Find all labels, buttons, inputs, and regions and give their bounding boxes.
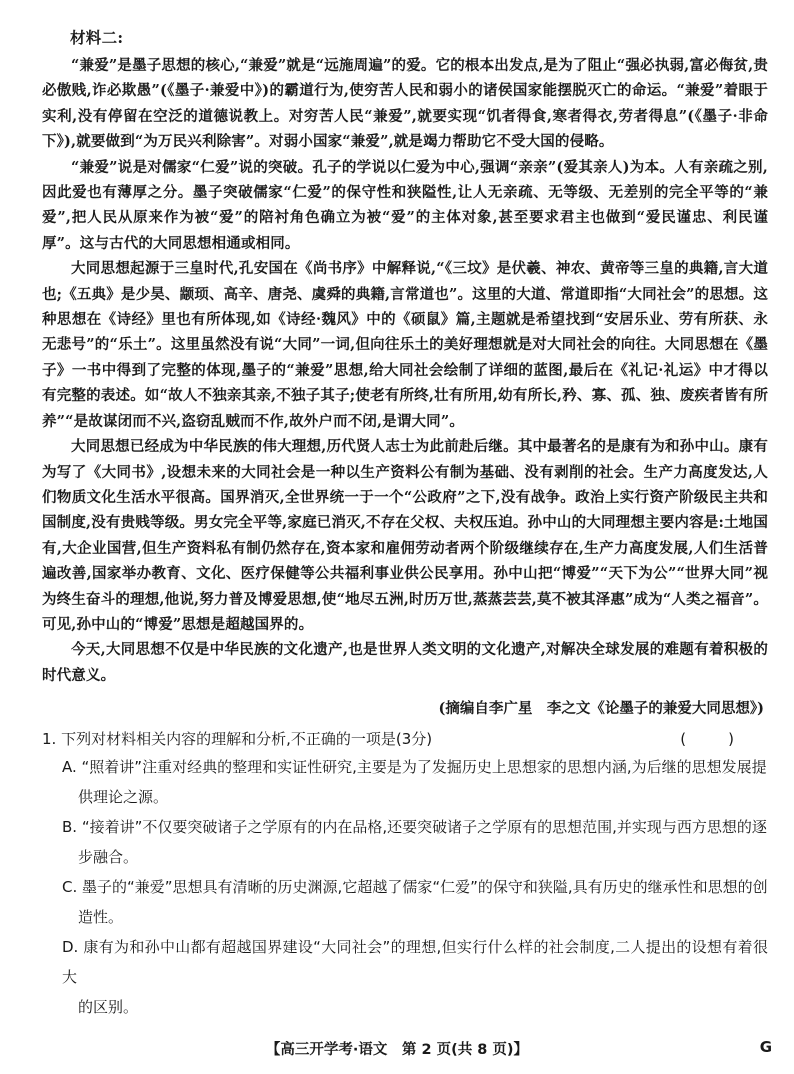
- option-d: [42, 932, 768, 1022]
- option-d-line2: 的区别。: [78, 998, 139, 1017]
- question-stem: [42, 726, 768, 752]
- material-paragraph-3: 大同思想起源于三皇时代,孔安国在《尚书序》中解释说,“《三坟》是伏羲、神农、黄帝等三皇的典籍,言大道也;《五典》是少昊、颛顼、高辛、唐尧、虞舜的典籍,言常道也”。这里的大道、常道即指“大同社会”的思想。这种思想在《诗经》里也有所体现,如《诗经·魏风》中的《硕鼠》篇,主题就是希望找到“安居乐业、劳有所获、永无悲号”的“乐土”。这里虽然没有说“大同”一词,但向往乐土的美好理想就是对大同社会的向往。大同思想在《墨子》一书中得到了完整的体现,墨子的“兼爱”思想,给大同社会绘制了详细的蓝图,最后在《礼记·礼运》中才得以有完整的表述。如“故人不独亲其亲,不独子其子;使老有所终,壮有所用,幼有所长,矜、寡、孤、独、废疾者皆有所养”“是故谋闭而不兴,盗窃乱贼而不作,故外户而不闭,是谓大同”。: [42, 260, 768, 430]
- option-b: [42, 812, 768, 872]
- question-1: [42, 726, 768, 1022]
- material-paragraph-5: 今天,大同思想不仅是中华民族的文化遗产,也是世界人类文明的文化遗产,对解决全球发展的难题有着积极的时代意义。: [42, 641, 768, 684]
- material-paragraph-4: 大同思想已经成为中华民族的伟大理想,历代贤人志士为此前赴后继。其中最著名的是康有为和孙中山。康有为写了《大同书》,设想未来的大同社会是一种以生产资料公有制为基础、没有剥削的社会。生产力高度发达,人们物质文化生活水平很高。国界消灭,全世界统一于一个“公政府”之下,没有战争。政治上实行资产阶级民主共和国制度,没有贵贱等级。男女完全平等,家庭已消灭,不存在父权、夫权压迫。孙中山的大同理想主要内容是:土地国有,大企业国营,但生产资料私有制仍然存在,资本家和雇佣劳动者两个阶级继续存在,生产力高度发展,人们生活普遍改善,国家举办教育、文化、医疗保健等公共福利事业供公民享用。孙中山把“博爱”“天下为公”“世界大同”视为终生奋斗的理想,他说,努力普及博爱思想,使“地尽五洲,时历万世,蒸蒸芸芸,莫不被其泽惠”成为“人类之福音”。可见,孙中山的“博爱”思想是超越国界的。: [42, 438, 768, 633]
- material-title: 材料二:: [70, 28, 124, 47]
- question-stem-text: 1. 下列对材料相关内容的理解和分析,不正确的一项是(3分): [42, 730, 433, 749]
- option-c-line1: C. 墨子的“兼爱”思想具有清晰的历史渊源,它超越了儒家“仁爱”的保守和狭隘,具有历史的继承性和思想的创: [62, 878, 768, 897]
- option-c: [42, 872, 768, 932]
- material-paragraph-1: “兼爱”是墨子思想的核心,“兼爱”就是“远施周遍”的爱。它的根本出发点,是为了阻止“强必执弱,富必侮贫,贵必傲贱,诈必欺愚”(《墨子·兼爱中》)的霸道行为,使穷苦人民和弱小的诸侯国家能摆脱灭亡的命运。“兼爱”着眼于实利,没有停留在空泛的道德说教上。对穷苦人民“兼爱”,就要实现“饥者得食,寒者得衣,劳者得息”(《墨子·非命下》),就要做到“为万民兴利除害”。对弱小国家“兼爱”,就是竭力帮助它不受大国的侵略。: [42, 57, 768, 151]
- option-d-line1: D. 康有为和孙中山都有超越国界建设“大同社会”的理想,但实行什么样的社会制度,二人提出的设想有着很大: [62, 938, 768, 987]
- material-paragraph-2: “兼爱”说是对儒家“仁爱”说的突破。孔子的学说以仁爱为中心,强调“亲亲”(爱其亲人)为本。人有亲疏之别,因此爱也有薄厚之分。墨子突破儒家“仁爱”的保守性和狭隘性,让人无亲疏、无等级、无差别的完全平等的“兼爱”,把人民从原来作为被“爱”的陪衬角色确立为被“爱”的主体对象,甚至要求君主也做到“爱民谨忠、利民谨厚”。这与古代的大同思想相通或相同。: [42, 158, 768, 252]
- option-a-line1: A. “照着讲”注重对经典的整理和实证性研究,主要是为了发掘历史上思想家的思想内涵,为后继的思想发展提: [62, 758, 767, 777]
- option-c-line2: 造性。: [78, 908, 124, 927]
- material-source: (摘编自李广星 李之文《论墨子的兼爱大同思想》): [438, 700, 764, 718]
- answer-paren: ( ): [680, 730, 738, 749]
- option-b-line2: 步融合。: [78, 848, 139, 867]
- option-a: [42, 752, 768, 812]
- paper-code: G: [759, 1038, 772, 1056]
- option-a-line2: 供理论之源。: [78, 788, 169, 807]
- page-footer: 【高三开学考·语文 第 2 页(共 8 页)】: [265, 1042, 529, 1058]
- option-b-line1: B. “接着讲”不仅要突破诸子之学原有的内在品格,还要突破诸子之学原有的思想范围,并实现与西方思想的逐: [62, 818, 767, 837]
